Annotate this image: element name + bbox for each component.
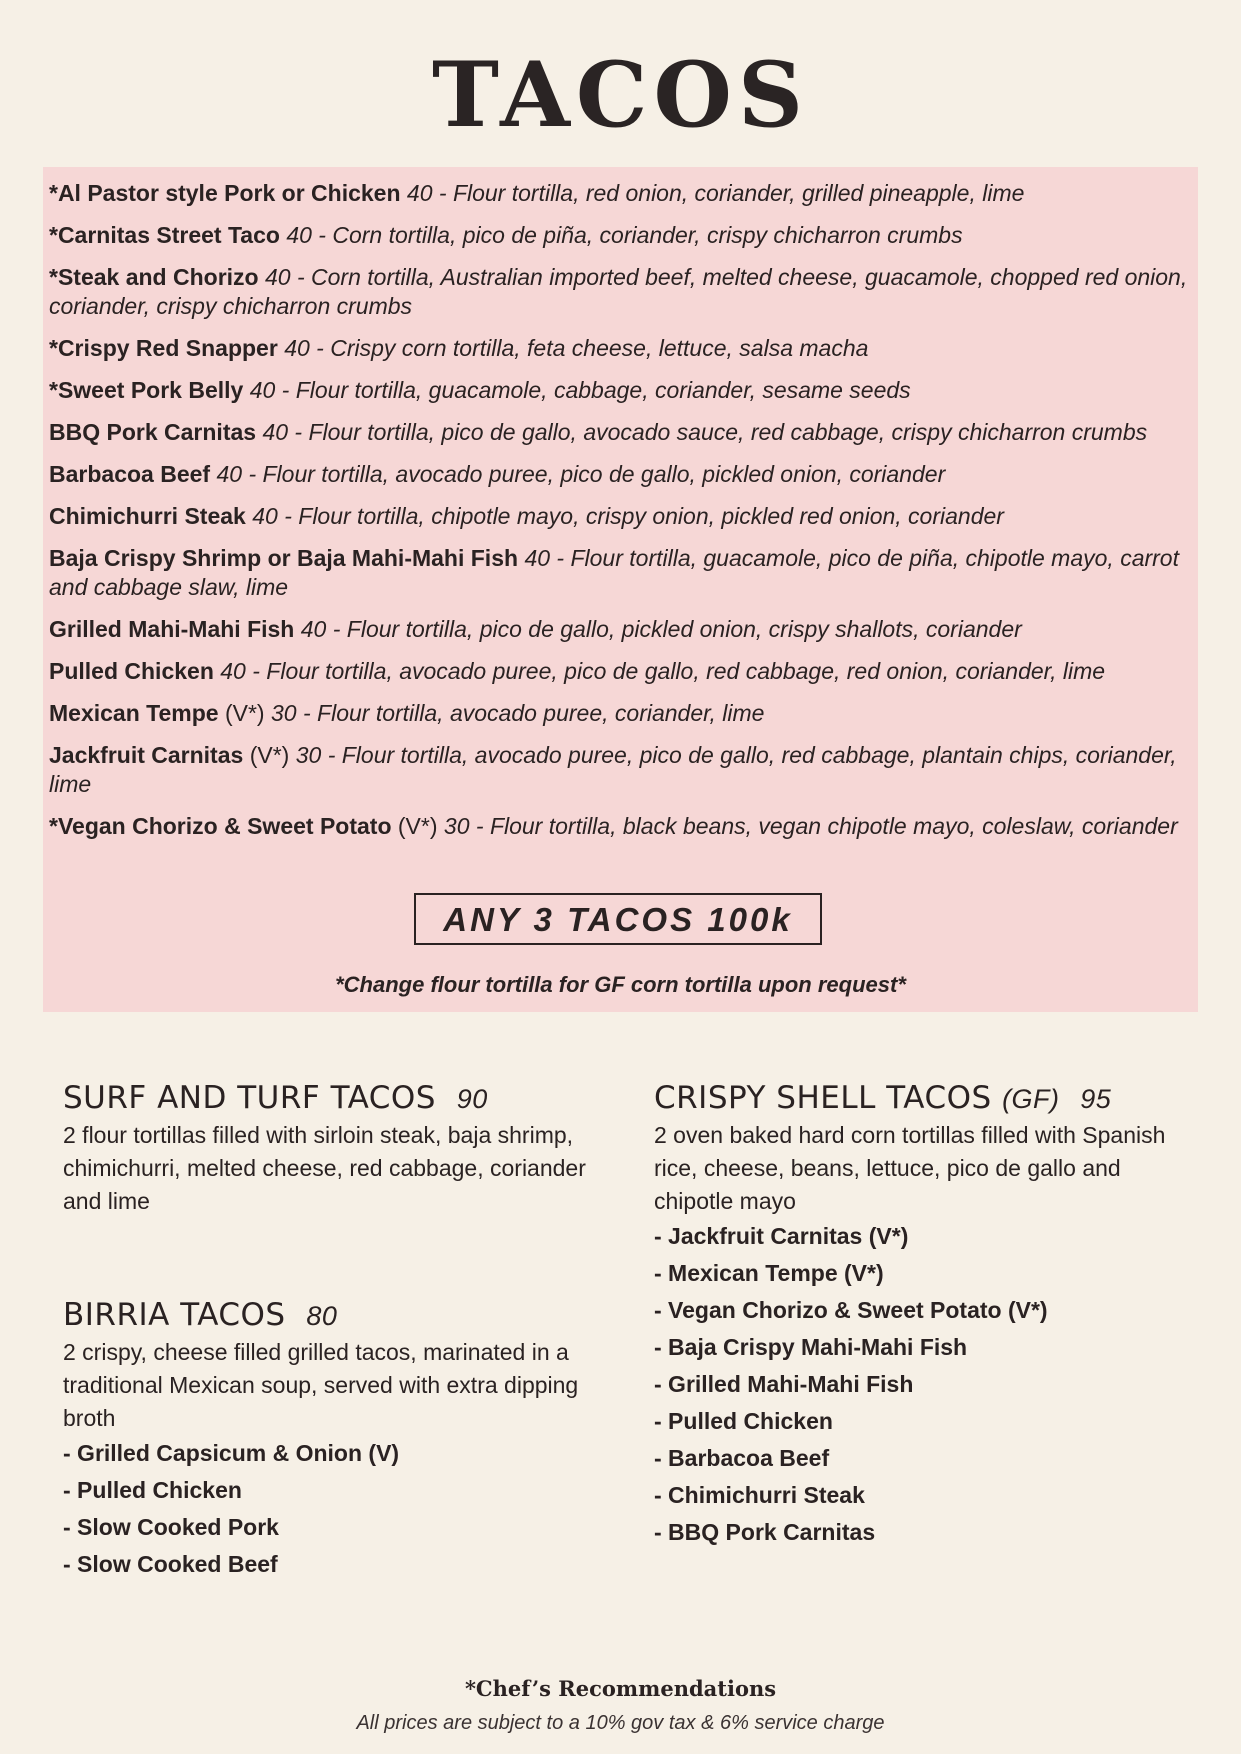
taco-item	[49, 179, 1195, 208]
taco-item	[49, 615, 1195, 644]
taco-desc: Flour tortilla, avocado puree, coriander, lime	[317, 700, 765, 726]
option-item: - Slow Cooked Beef	[63, 1551, 278, 1577]
option-item: - Slow Cooked Pork	[63, 1514, 279, 1540]
taco-price: 40 -	[262, 419, 303, 445]
taco-price: 30 -	[295, 742, 336, 768]
option-item: - Pulled Chicken	[63, 1477, 242, 1503]
taco-price: 40 -	[524, 545, 565, 571]
surf-turf-desc: 2 flour tortillas filled with sirloin steak, baja shrimp, chimichurri, melted cheese, red cabbage, coriander and lime	[63, 1122, 586, 1214]
option-item: - Grilled Capsicum & Onion (V)	[63, 1440, 400, 1466]
birria-price: 80	[306, 1301, 338, 1331]
taco-desc: Flour tortilla, guacamole, cabbage, coriander, sesame seeds	[295, 377, 911, 403]
option-item: - Barbacoa Beef	[654, 1445, 830, 1471]
taco-price: 30 -	[443, 813, 484, 839]
taco-price: 40 -	[300, 616, 341, 642]
crispy-shell-price: 95	[1080, 1084, 1112, 1114]
taco-item	[49, 657, 1195, 686]
taco-desc: Crispy corn tortilla, feta cheese, lettuce, salsa macha	[330, 335, 869, 361]
taco-desc: Flour tortilla, avocado puree, pico de gallo, red cabbage, plantain chips, coriander, lime	[49, 742, 1177, 797]
taco-item	[49, 741, 1195, 799]
taco-name: *Sweet Pork Belly	[49, 377, 244, 403]
taco-name: Grilled Mahi-Mahi Fish	[49, 616, 295, 642]
taco-item	[49, 460, 1195, 489]
surf-turf-price: 90	[456, 1084, 488, 1114]
taco-tag: (V*)	[249, 742, 290, 768]
taco-name: *Steak and Chorizo	[49, 264, 259, 290]
taco-tag: (V*)	[224, 700, 265, 726]
option-item: - Pulled Chicken	[654, 1408, 833, 1434]
taco-name: *Crispy Red Snapper	[49, 335, 278, 361]
surf-turf-section	[63, 1078, 603, 1218]
taco-price: 40 -	[406, 180, 447, 206]
birria-section	[63, 1295, 603, 1583]
surf-turf-title: SURF AND TURF TACOS	[63, 1080, 436, 1116]
taco-name: Chimichurri Steak	[49, 503, 246, 529]
taco-item	[49, 376, 1195, 405]
taco-name: Baja Crispy Shrimp or Baja Mahi-Mahi Fish	[49, 545, 519, 571]
taco-name: Jackfruit Carnitas	[49, 742, 244, 768]
taco-price: 40 -	[220, 658, 260, 684]
promo-box: ANY 3 TACOS 100k	[414, 893, 822, 945]
taco-desc: Flour tortilla, pico de gallo, pickled onion, crispy shallots, coriander	[346, 616, 1022, 642]
taco-item	[49, 334, 1195, 363]
taco-item	[49, 812, 1195, 841]
taco-item	[49, 502, 1195, 531]
taco-name: Barbacoa Beef	[49, 461, 211, 487]
taco-price: 40 -	[252, 503, 292, 529]
taco-price: 40 -	[265, 264, 305, 290]
option-item: - Jackfruit Carnitas (V*)	[654, 1223, 909, 1249]
taco-price: 30 -	[271, 700, 311, 726]
taco-desc: Corn tortilla, Australian imported beef, melted cheese, guacamole, chopped red onion, coriander, crispy chicharron crumbs	[49, 264, 1188, 319]
taco-name: Mexican Tempe	[49, 700, 219, 726]
birria-options	[63, 1435, 603, 1583]
taco-desc: Flour tortilla, black beans, vegan chipotle mayo, coleslaw, coriander	[489, 813, 1178, 839]
taco-name: *Carnitas Street Taco	[49, 222, 280, 248]
crispy-shell-section	[654, 1078, 1194, 1551]
taco-desc: Flour tortilla, red onion, coriander, grilled pineapple, lime	[452, 180, 1025, 206]
taco-name: BBQ Pork Carnitas	[49, 419, 257, 445]
taco-name: Pulled Chicken	[49, 658, 214, 684]
taco-desc: Flour tortilla, pico de gallo, avocado sauce, red cabbage, crispy chicharron crumbs	[308, 419, 1148, 445]
taco-item	[49, 699, 1195, 728]
taco-item	[49, 263, 1195, 321]
taco-list	[49, 179, 1195, 854]
option-item: - Baja Crispy Mahi-Mahi Fish	[654, 1334, 968, 1360]
taco-desc: Corn tortilla, pico de piña, coriander, crispy chicharron crumbs	[332, 222, 963, 248]
taco-desc: Flour tortilla, avocado puree, pico de gallo, pickled onion, coriander	[262, 461, 946, 487]
taco-price: 40 -	[286, 222, 326, 248]
taco-price: 40 -	[249, 377, 290, 403]
crispy-shell-desc: 2 oven baked hard corn tortillas filled with Spanish rice, cheese, beans, lettuce, pico de gallo and chipotle mayo	[654, 1122, 1166, 1214]
crispy-shell-title: CRISPY SHELL TACOS	[654, 1080, 992, 1116]
gf-note: *Change flour tortilla for GF corn tortilla upon request*	[335, 972, 906, 997]
taco-name: *Vegan Chorizo & Sweet Potato	[49, 813, 392, 839]
taco-item	[49, 544, 1195, 602]
option-item: - Chimichurri Steak	[654, 1482, 865, 1508]
chef-recommendations: *Chef’s Recommendations	[464, 1676, 777, 1701]
page-title: TACOS	[432, 42, 809, 148]
crispy-shell-options	[654, 1218, 1194, 1551]
option-item: - Grilled Mahi-Mahi Fish	[654, 1371, 914, 1397]
tax-note: All prices are subject to a 10% gov tax & 6% service charge	[356, 1712, 885, 1734]
option-item: - Vegan Chorizo & Sweet Potato (V*)	[654, 1297, 1048, 1323]
taco-item	[49, 221, 1195, 250]
tacos-panel	[43, 167, 1198, 1012]
option-item: - Mexican Tempe (V*)	[654, 1260, 884, 1286]
taco-desc: Flour tortilla, guacamole, pico de piña, chipotle mayo, carrot and cabbage slaw, lime	[49, 545, 1179, 600]
taco-tag: (V*)	[397, 813, 438, 839]
taco-item	[49, 418, 1195, 447]
option-item: - BBQ Pork Carnitas	[654, 1519, 876, 1545]
birria-desc: 2 crispy, cheese filled grilled tacos, marinated in a traditional Mexican soup, served with extra dipping broth	[63, 1339, 579, 1431]
taco-price: 40 -	[284, 335, 324, 361]
birria-title: BIRRIA TACOS	[63, 1297, 286, 1333]
taco-price: 40 -	[216, 461, 257, 487]
taco-desc: Flour tortilla, chipotle mayo, crispy onion, pickled red onion, coriander	[298, 503, 1004, 529]
taco-name: *Al Pastor style Pork or Chicken	[49, 180, 401, 206]
crispy-shell-tag: (GF)	[1002, 1084, 1060, 1114]
taco-desc: Flour tortilla, avocado puree, pico de gallo, red cabbage, red onion, coriander, lime	[266, 658, 1106, 684]
